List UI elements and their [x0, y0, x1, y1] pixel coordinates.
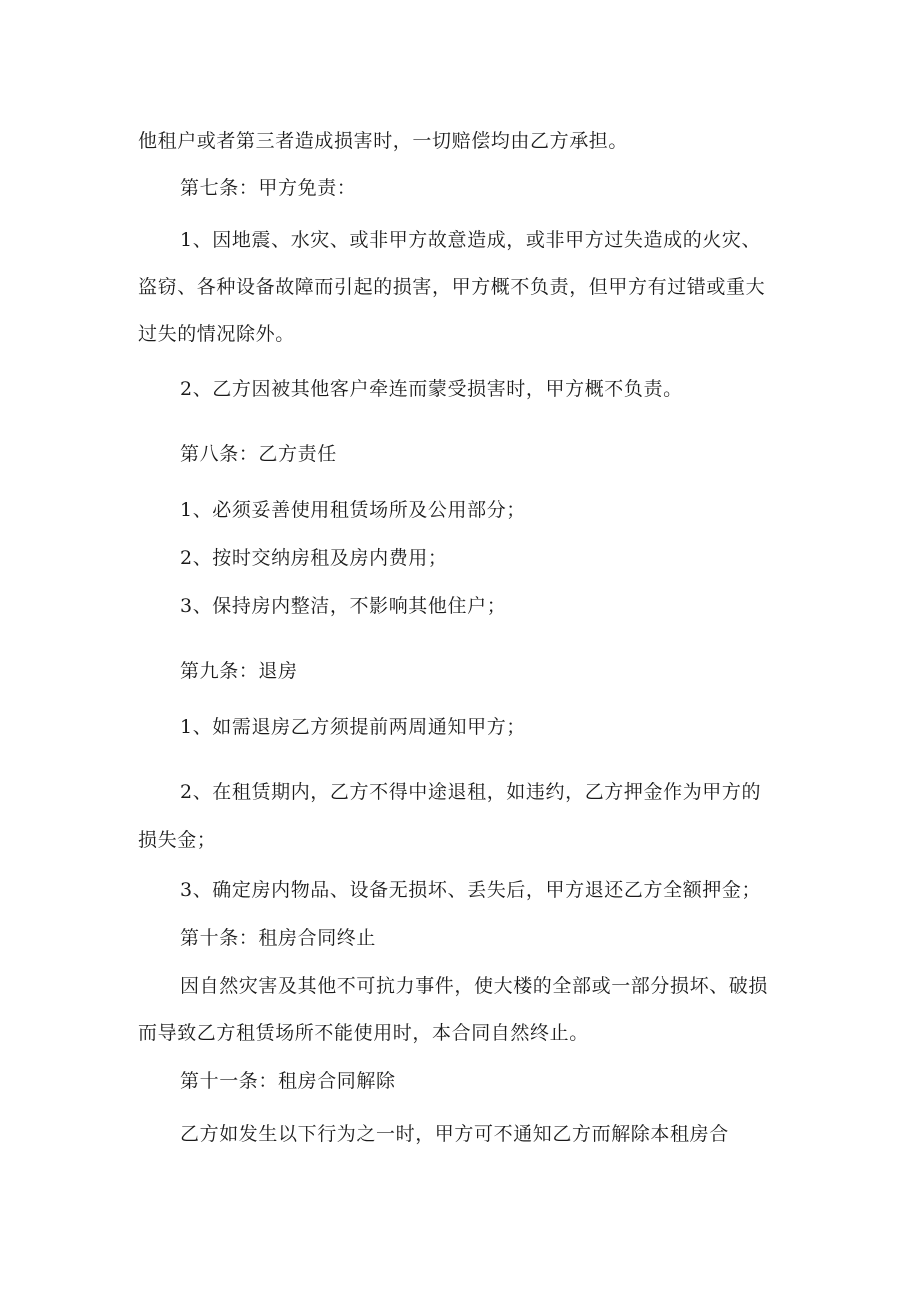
paragraph-line: 1、必须妥善使用租赁场所及公用部分； — [180, 499, 526, 521]
article-heading: 第十一条：租房合同解除 — [180, 1070, 396, 1092]
paragraph-line: 而导致乙方租赁场所不能使用时，本合同自然终止。 — [138, 1022, 589, 1044]
paragraph-line: 1、如需退房乙方须提前两周通知甲方； — [180, 716, 526, 738]
article-heading: 第七条：甲方免责： — [180, 177, 357, 199]
article-heading: 第八条：乙方责任 — [180, 443, 337, 465]
paragraph-line: 3、确定房内物品、设备无损坏、丢失后，甲方退还乙方全额押金； — [180, 879, 762, 901]
paragraph-line: 2、按时交纳房租及房内费用； — [180, 547, 448, 569]
paragraph-line: 乙方如发生以下行为之一时，甲方可不通知乙方而解除本租房合 — [180, 1123, 729, 1145]
paragraph-line: 他租户或者第三者造成损害时，一切赔偿均由乙方承担。 — [138, 130, 629, 152]
paragraph-line: 3、保持房内整洁，不影响其他住户； — [180, 595, 507, 617]
paragraph-line: 2、乙方因被其他客户牵连而蒙受损害时，甲方概不负责。 — [180, 378, 683, 400]
paragraph-line: 1、因地震、水灾、或非甲方故意造成，或非甲方过失造成的火灾、 — [180, 229, 762, 251]
paragraph-line: 盗窃、各种设备故障而引起的损害，甲方概不负责，但甲方有过错或重大 — [138, 276, 766, 298]
article-heading: 第九条：退房 — [180, 660, 298, 682]
paragraph-line: 过失的情况除外。 — [138, 323, 295, 345]
paragraph-line: 损失金； — [138, 829, 217, 851]
paragraph-line: 因自然灾害及其他不可抗力事件，使大楼的全部或一部分损坏、破损 — [180, 975, 769, 997]
article-heading: 第十条：租房合同终止 — [180, 927, 377, 949]
paragraph-line: 2、在租赁期内，乙方不得中途退租，如违约，乙方押金作为甲方的 — [180, 781, 762, 803]
